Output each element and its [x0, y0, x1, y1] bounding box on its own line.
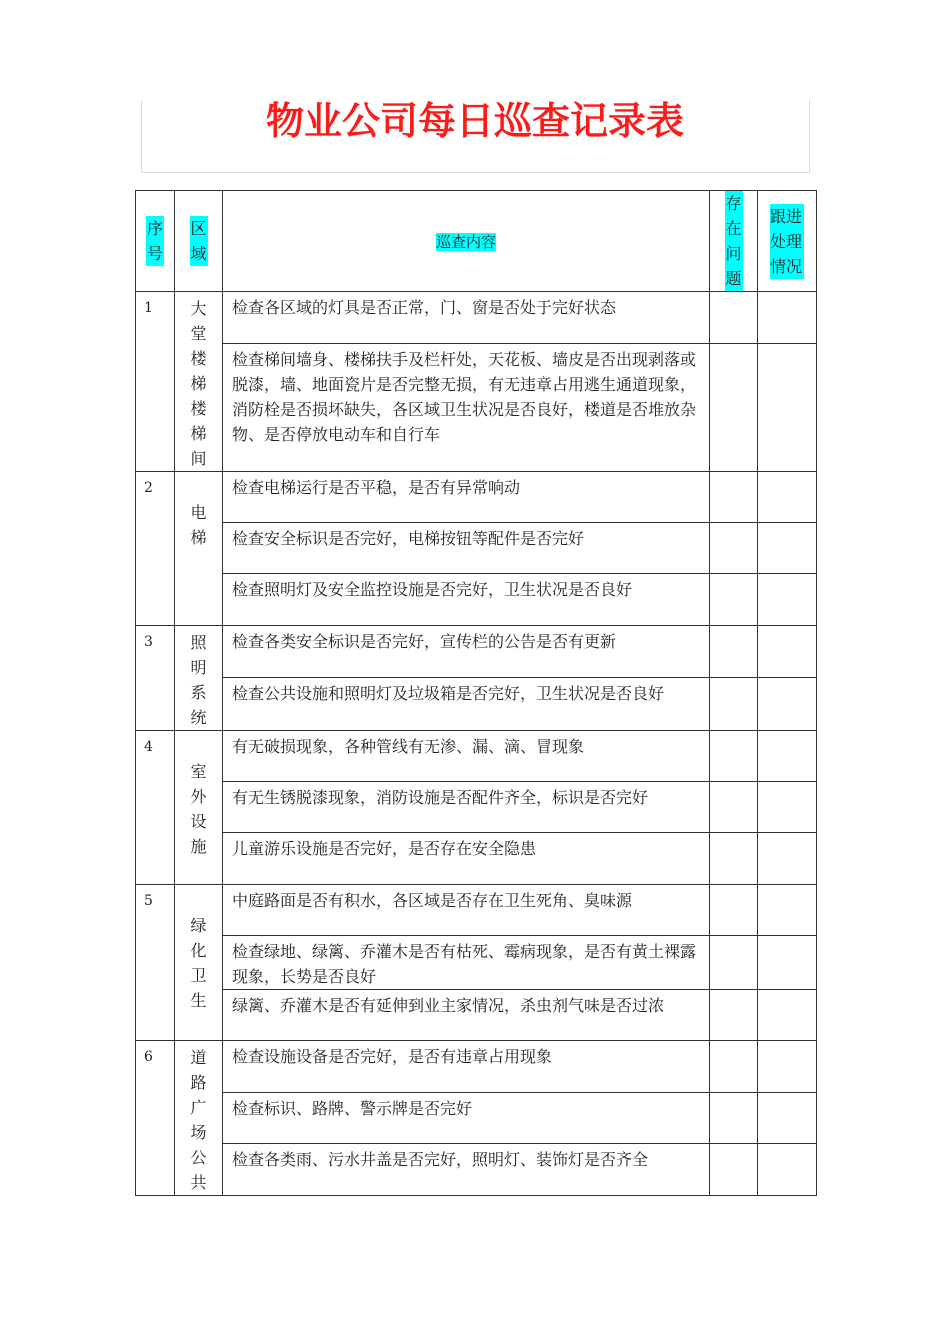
followup-cell[interactable] — [758, 626, 817, 678]
content-cell: 有无生锈脱漆现象，消防设施是否配件齐全，标识是否完好 — [223, 782, 710, 833]
followup-cell[interactable] — [758, 833, 817, 885]
content-cell: 检查照明灯及安全监控设施是否完好，卫生状况是否良好 — [223, 574, 710, 626]
content-cell: 检查各类安全标识是否完好，宣传栏的公告是否有更新 — [223, 626, 710, 678]
area-cell: 电梯 — [175, 472, 223, 626]
content-cell: 中庭路面是否有积水，各区域是否存在卫生死角、臭味源 — [223, 885, 710, 936]
inspection-table — [135, 190, 817, 1196]
problem-cell[interactable] — [710, 344, 758, 472]
seq-cell: 6 — [136, 1041, 175, 1196]
area-cell: 照明系统 — [175, 626, 223, 731]
content-cell: 有无破损现象，各种管线有无渗、漏、滴、冒现象 — [223, 731, 710, 782]
content-cell: 检查电梯运行是否平稳，是否有异常响动 — [223, 472, 710, 523]
followup-cell[interactable] — [758, 523, 817, 574]
followup-cell[interactable] — [758, 1041, 817, 1093]
followup-cell[interactable] — [758, 731, 817, 782]
seq-cell: 2 — [136, 472, 175, 626]
seq-cell: 1 — [136, 292, 175, 472]
content-cell: 检查设施设备是否完好，是否有违章占用现象 — [223, 1041, 710, 1093]
problem-cell[interactable] — [710, 472, 758, 523]
followup-cell[interactable] — [758, 1144, 817, 1196]
table-row — [136, 523, 817, 574]
content-cell: 检查绿地、绿篱、乔灌木是否有枯死、霉病现象，是否有黄土裸露现象，长势是否良好 — [223, 936, 710, 990]
problem-cell[interactable] — [710, 936, 758, 990]
problem-cell[interactable] — [710, 731, 758, 782]
content-cell: 绿篱、乔灌木是否有延伸到业主家情况，杀虫剂气味是否过浓 — [223, 990, 710, 1041]
problem-cell[interactable] — [710, 990, 758, 1041]
problem-cell[interactable] — [710, 885, 758, 936]
header-seq: 序号 — [136, 191, 175, 292]
problem-cell[interactable] — [710, 1041, 758, 1093]
seq-cell: 5 — [136, 885, 175, 1041]
content-cell: 儿童游乐设施是否完好，是否存在安全隐患 — [223, 833, 710, 885]
followup-cell[interactable] — [758, 1092, 817, 1144]
table-row — [136, 885, 817, 936]
header-content: 巡查内容 — [223, 191, 710, 292]
header-problem: 存在问题 — [710, 191, 758, 292]
table-row — [136, 1144, 817, 1196]
followup-cell[interactable] — [758, 344, 817, 472]
followup-cell[interactable] — [758, 292, 817, 344]
area-cell: 绿化卫生 — [175, 885, 223, 1041]
problem-cell[interactable] — [710, 1092, 758, 1144]
problem-cell[interactable] — [710, 292, 758, 344]
table-row — [136, 1092, 817, 1144]
followup-cell[interactable] — [758, 936, 817, 990]
seq-cell: 3 — [136, 626, 175, 731]
seq-cell: 4 — [136, 731, 175, 885]
area-cell: 大堂楼梯楼梯间 — [175, 292, 223, 472]
content-cell: 检查梯间墙身、楼梯扶手及栏杆处，天花板、墙皮是否出现剥落或脱漆，墙、地面瓷片是否完整无损，有无违章占用逃生通道现象，消防栓是否损坏缺失，各区域卫生状况是否良好，楼道是否堆放杂物、是否停放电动车和自行车 — [223, 344, 710, 472]
table-row — [136, 782, 817, 833]
problem-cell[interactable] — [710, 782, 758, 833]
followup-cell[interactable] — [758, 677, 817, 730]
problem-cell[interactable] — [710, 574, 758, 626]
table-row — [136, 833, 817, 885]
content-cell: 检查标识、路牌、警示牌是否完好 — [223, 1092, 710, 1144]
header-followup: 跟进处理情况 — [758, 191, 817, 292]
content-cell: 检查安全标识是否完好，电梯按钮等配件是否完好 — [223, 523, 710, 574]
table-row — [136, 1041, 817, 1093]
header-area: 区域 — [175, 191, 223, 292]
table-row — [136, 574, 817, 626]
content-cell: 检查公共设施和照明灯及垃圾箱是否完好，卫生状况是否良好 — [223, 677, 710, 730]
followup-cell[interactable] — [758, 574, 817, 626]
table-row — [136, 626, 817, 678]
table-row — [136, 990, 817, 1041]
followup-cell[interactable] — [758, 885, 817, 936]
table-row — [136, 344, 817, 472]
area-cell: 道路广场公共 — [175, 1041, 223, 1196]
table-row — [136, 731, 817, 782]
problem-cell[interactable] — [710, 626, 758, 678]
area-cell: 室外设施 — [175, 731, 223, 885]
problem-cell[interactable] — [710, 1144, 758, 1196]
followup-cell[interactable] — [758, 990, 817, 1041]
header-row — [136, 191, 817, 292]
content-cell: 检查各区域的灯具是否正常，门、窗是否处于完好状态 — [223, 292, 710, 344]
followup-cell[interactable] — [758, 782, 817, 833]
page-title: 物业公司每日巡查记录表 — [265, 99, 684, 143]
table-row — [136, 292, 817, 344]
table-row — [136, 677, 817, 730]
problem-cell[interactable] — [710, 523, 758, 574]
content-cell: 检查各类雨、污水井盖是否完好，照明灯、装饰灯是否齐全 — [223, 1144, 710, 1196]
table-row — [136, 936, 817, 990]
problem-cell[interactable] — [710, 833, 758, 885]
problem-cell[interactable] — [710, 677, 758, 730]
followup-cell[interactable] — [758, 472, 817, 523]
table-row — [136, 472, 817, 523]
